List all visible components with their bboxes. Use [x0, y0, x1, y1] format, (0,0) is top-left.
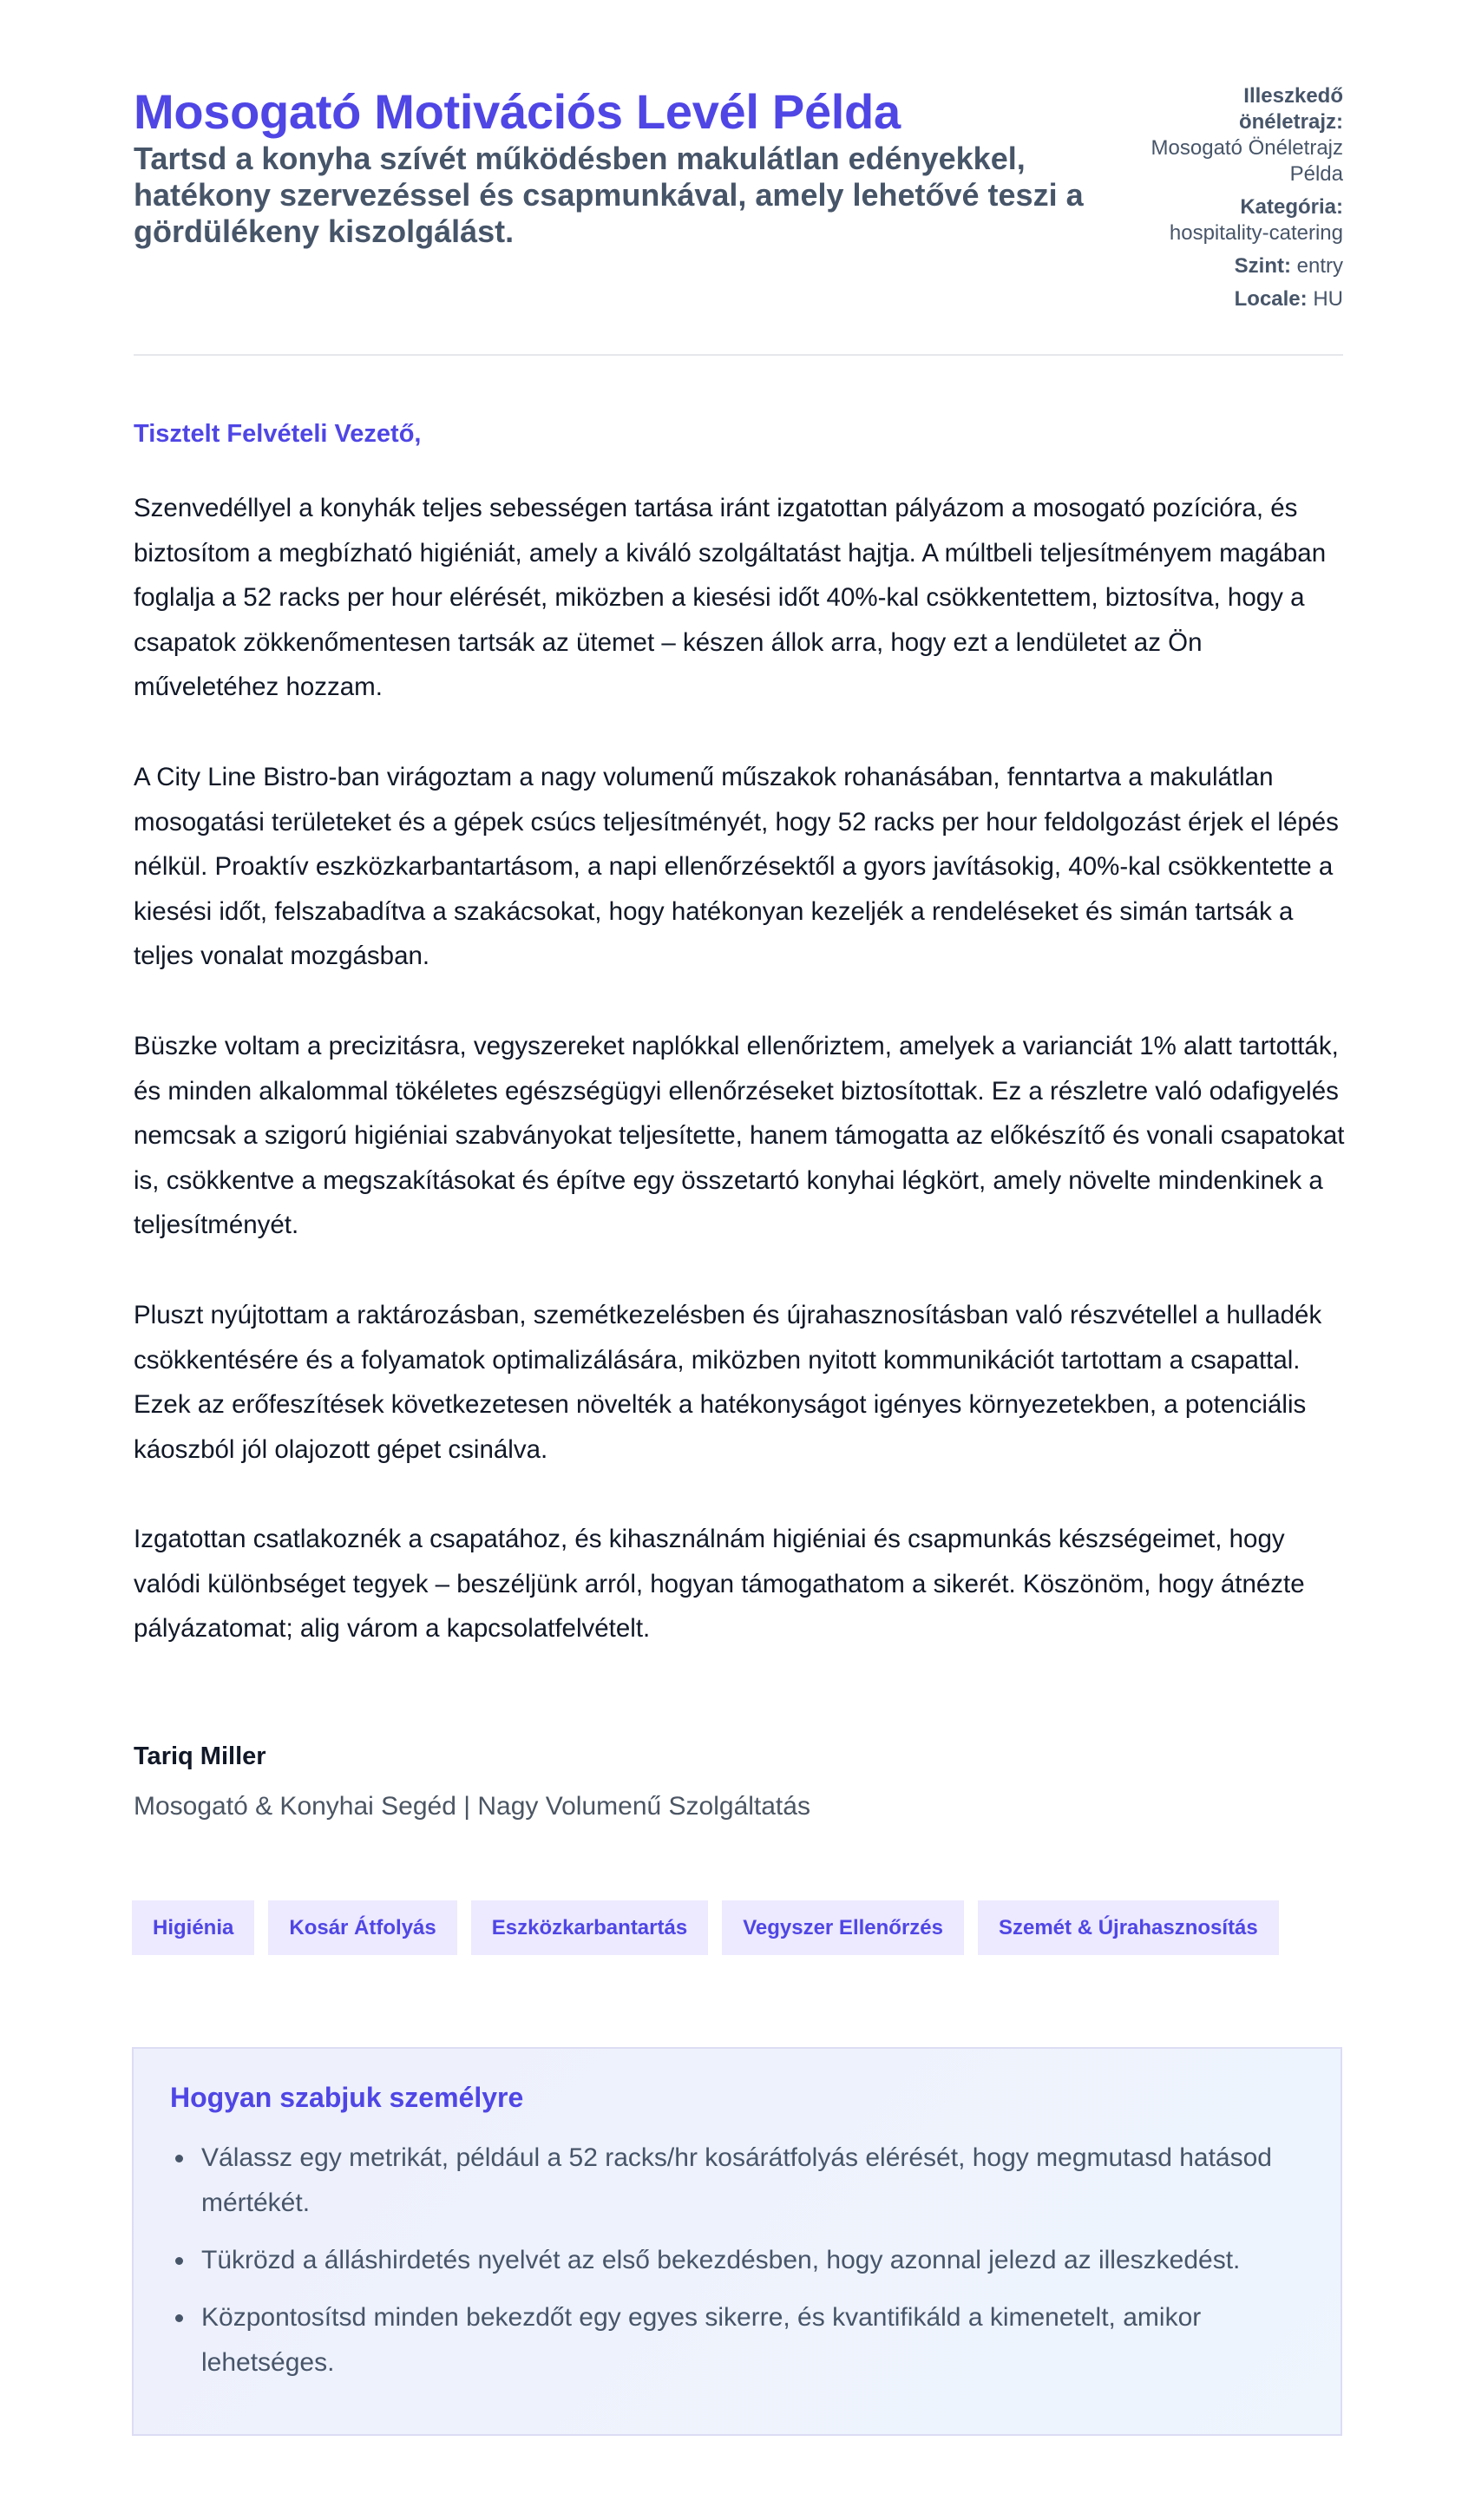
letter-paragraph: Pluszt nyújtottam a raktározásban, szemétkezelésben és újrahasznosításban való részvétellel a hulladék csökkentésére és a folyamatok optimalizálására, miközben nyitott kommunikációt tartottam a csapattal. Ezek az erőfeszítések következetesen növelték a hatékonyságot igényes környezetekben, a potenciális káoszból jól olajozott gépet csinálva.	[134, 1300, 1322, 1464]
tips-list	[170, 2136, 1304, 2385]
meta-resume	[1135, 83, 1343, 187]
bullet-icon	[175, 2155, 183, 2162]
tip-item	[201, 2136, 1304, 2226]
header-titles	[134, 83, 1105, 250]
bullet-icon	[175, 2257, 183, 2265]
tip-text: Válassz egy metrikát, például a 52 racks/hr kosárátfolyás elérését, hogy megmutasd hatásod mértékét.	[201, 2143, 1272, 2217]
meta-value: Mosogató Önéletrajz Példa	[1150, 136, 1343, 186]
tip-text: Központosítsd minden bekezdőt egy egyes sikerre, és kvantifikáld a kimenetelt, amikor lehetséges.	[201, 2303, 1202, 2377]
meta-info	[1135, 83, 1343, 319]
skill-tag: Higiénia	[132, 1900, 254, 1955]
tips-title: Hogyan szabjuk személyre	[170, 2082, 524, 2113]
letter-paragraph: A City Line Bistro-ban virágoztam a nagy volumenű műszakok rohanásában, fenntartva a makulátlan mosogatási területeket és a gépek csúcs teljesítményét, hogy 52 racks per hour feldolgozást érjek el lépés nélkül. Proaktív eszközkarbantartásom, a napi ellenőrzésektől a gyors javításokig, 40%-kal csökkentette a kiesési időt, felszabadítva a szakácsokat, hogy hatékonyan kezeljék a rendeléseket és simán tartsák a teljes vonalat mozgásban.	[134, 762, 1339, 971]
skill-tag: Vegyszer Ellenőrzés	[722, 1900, 964, 1955]
skill-tag: Szemét & Újrahasznosítás	[978, 1900, 1279, 1955]
tip-text: Tükrözd a álláshirdetés nyelvét az első bekezdésben, hogy azonnal jelezd az illeszkedést.	[201, 2246, 1241, 2274]
skill-tag: Eszközkarbantartás	[471, 1900, 708, 1955]
signature-name: Tariq Miller	[134, 1742, 266, 1770]
header-divider	[134, 354, 1343, 356]
header	[134, 83, 1343, 319]
skill-tag: Kosár Átfolyás	[268, 1900, 456, 1955]
meta-value: entry	[1296, 254, 1343, 278]
letter-paragraph: Izgatottan csatlakoznék a csapatához, és kihasználnám higiéniai és csapmunkás készségeimet, hogy valódi különbséget tegyek – beszéljünk arról, hogyan támogathatom a sikerét. Köszönöm, hogy átnézte pályázatomat; alig várom a kapcsolatfelvételt.	[134, 1525, 1305, 1644]
letter-greeting: Tisztelt Felvételi Vezető,	[134, 420, 422, 448]
signature-role: Mosogató & Konyhai Segéd | Nagy Volumenű Szolgáltatás	[134, 1792, 810, 1821]
page-subtitle: Tartsd a konyha szívét működésben makulátlan edényekkel, hatékony szervezéssel és csapmunkával, amely lehetővé teszi a gördülékeny kiszolgálást.	[134, 141, 1084, 249]
letter-body	[134, 486, 1348, 1696]
meta-key: Locale:	[1234, 287, 1308, 311]
tip-item	[201, 2295, 1304, 2385]
meta-level	[1135, 253, 1343, 279]
meta-key: Kategória:	[1240, 195, 1343, 219]
meta-value: hospitality-catering	[1169, 221, 1343, 245]
customization-tips	[132, 2047, 1342, 2436]
skill-tags	[132, 1900, 1279, 1955]
page-title: Mosogató Motivációs Levél Példa	[134, 84, 901, 139]
signature	[134, 1739, 810, 1824]
meta-locale	[1135, 286, 1343, 312]
meta-category	[1135, 194, 1343, 246]
letter-paragraph: Büszke voltam a precizitásra, vegyszereket naplókkal ellenőriztem, amelyek a varianciát 1% alatt tartották, és minden alkalommal tökéletes egészségügyi ellenőrzéseket biztosítottak. Ez a részletre való odafigyelés nemcsak a szigorú higiéniai szabványokat teljesítette, hanem támogatta az előkészítő és vonali csapatokat is, csökkentve a megszakításokat és építve egy összetartó konyhai légkört, amely növelte mindenkinek a teljesítményét.	[134, 1031, 1345, 1240]
meta-key: Illeszkedő önéletrajz:	[1238, 84, 1343, 134]
bullet-icon	[175, 2314, 183, 2322]
meta-key: Szint:	[1234, 254, 1291, 278]
tip-item	[201, 2238, 1304, 2283]
letter-paragraph: Szenvedéllyel a konyhák teljes sebességen tartása iránt izgatottan pályázom a mosogató pozícióra, és biztosítom a megbízható higiéniát, amely a kiváló szolgáltatást hajtja. A múltbeli teljesítményem magában foglalja a 52 racks per hour elérését, miközben a kiesési időt 40%-kal csökkentettem, biztosítva, hogy a csapatok zökkenőmentesen tartsák az ütemet – készen állok arra, hogy ezt a lendületet az Ön műveletéhez hozzam.	[134, 494, 1327, 702]
meta-value: HU	[1313, 287, 1343, 311]
